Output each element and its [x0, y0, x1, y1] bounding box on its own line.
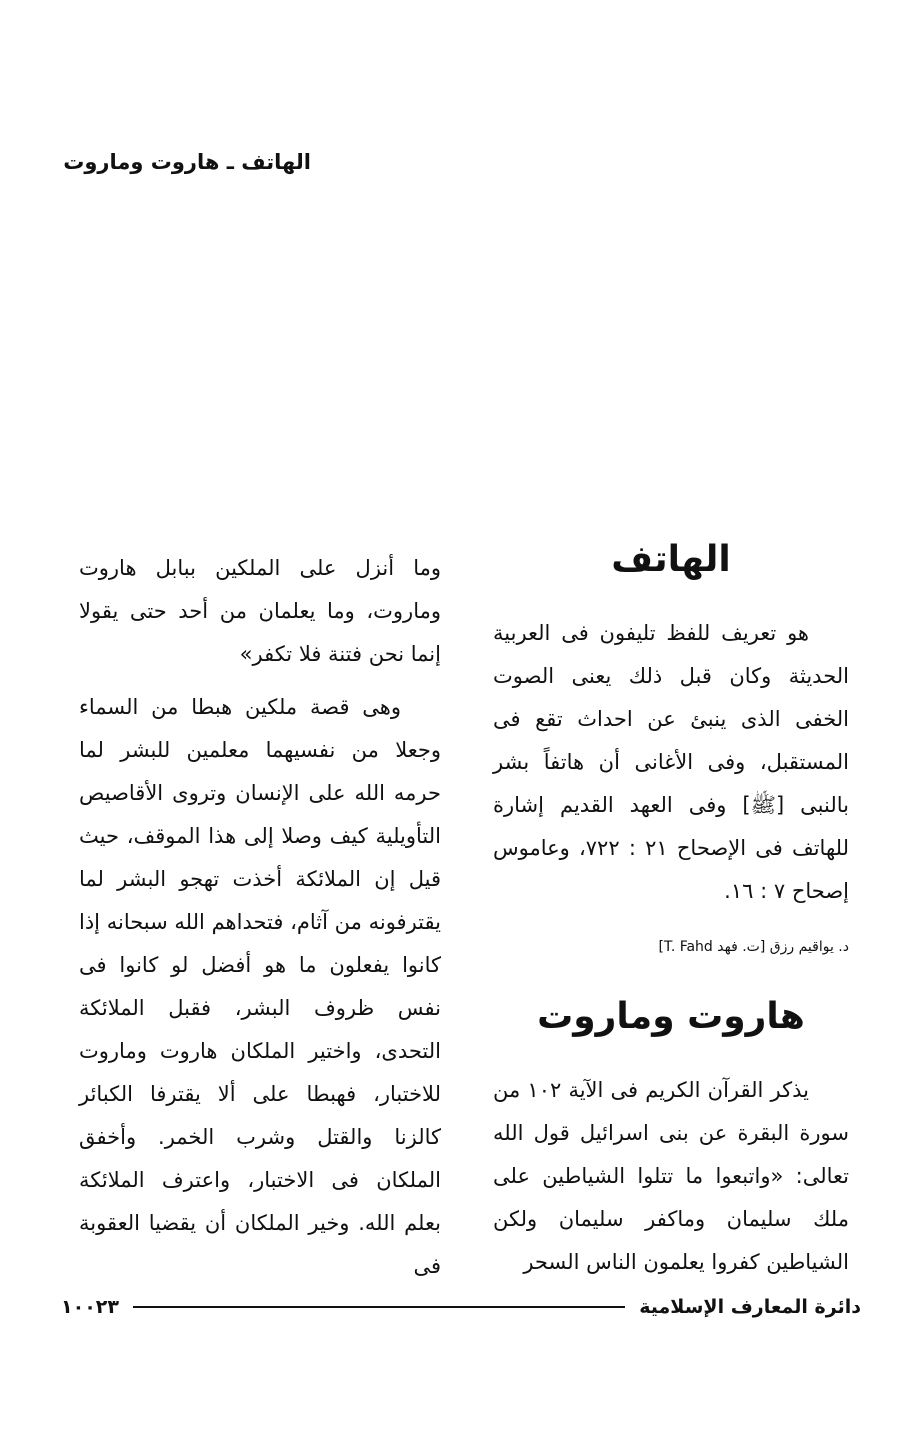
footer-publication-title: دائرة المعارف الإسلامية [639, 1296, 861, 1318]
entry-text-hatif: هو تعريف للفظ تليفون فى العربية الحديثة وكان قبل ذلك يعنى الصوت الخفى الذى ينبئ عن احداث تقع فى المستقبل، وفى الأغانى أن هاتفاً بشر بالنبى [ﷺ] وفى العهد القديم إشارة للهاتف فى الإصحاح ٢١ : ٧٢٢، وعاموس إصحاح ٧ : ١٦. [493, 621, 849, 903]
page-footer [61, 1292, 861, 1322]
entry-title-harut-marut: هاروت وماروت [537, 996, 805, 1037]
entry-text-harut-right: يذكر القرآن الكريم فى الآية ١٠٢ من سورة البقرة عن بنى اسرائيل قول الله تعالى: «واتبعوا ما تتلوا الشياطين على ملك سليمان وماكفر سليمان ولكن الشياطين كفروا يعلمون الناس السحر [493, 1078, 849, 1274]
right-column [493, 530, 849, 1284]
footer-rule [133, 1306, 625, 1308]
entry-author-hatif: د. يواقيم رزق [ت. فهد T. Fahd] [658, 939, 849, 955]
entry-text-harut-left-1: وما أنزل على الملكين ببابل هاروت وماروت، وما يعلمان من أحد حتى يقولا إنما نحن فتنة فلا تكفر» [79, 556, 441, 666]
entry-title-hatif: الهاتف [611, 539, 731, 580]
left-column [79, 547, 441, 1288]
page-number: ١٠٠٢٣ [61, 1296, 119, 1318]
entry-text-harut-left-2: وهى قصة ملكين هبطا من السماء وجعلا من نفسيهما معلمين للبشر لما حرمه الله على الإنسان وتروى الأقاصيص التأويلية كيف وصلا إلى هذا الموقف، حيث قيل إن الملائكة أخذت تهجو البشر لما يقترفونه من آثام، فتحداهم الله سبحانه إذا كانوا يفعلون ما هو أفضل لو كانوا فى نفس ظروف البشر، فقبل الملائكة التحدى، واختير الملكان هاروت وماروت للاختبار، فهبطا على ألا يقترفا الكبائر كالزنا والقتل وشرب الخمر. وأخفق الملكان فى الاختبار، واعترف الملائكة بعلم الله. وخير الملكان أن يقضيا العقوبة فى [79, 695, 441, 1278]
running-header: الهاتف ـ هاروت وماروت [63, 150, 311, 174]
